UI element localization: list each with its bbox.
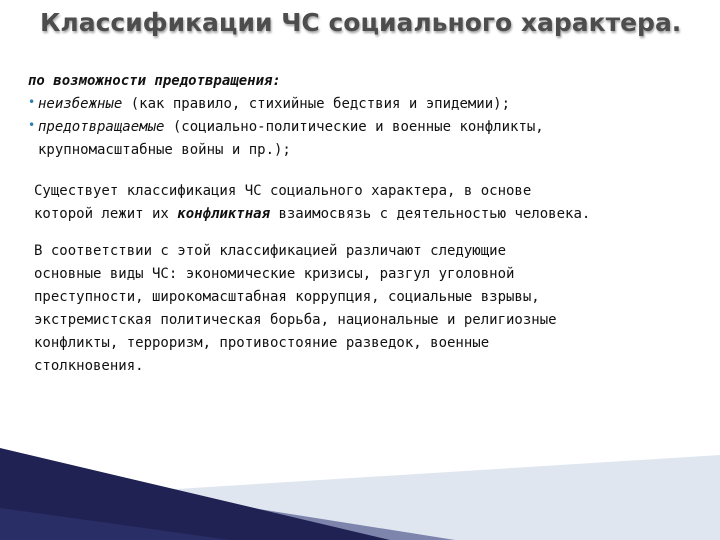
paragraph-2-line: конфликты, терроризм, противостояние разведок, военные xyxy=(34,335,490,351)
bullet-text: (социально-политические и военные конфликты, xyxy=(164,119,544,135)
paragraph-2-line: В соответствии с этой классификацией различают следующие xyxy=(34,243,507,259)
paragraph-1-line1: Существует классификация ЧС социального характера, в основе xyxy=(34,183,532,199)
paragraph-2-line: основные виды ЧС: экономические кризисы, разгул уголовной xyxy=(34,266,515,282)
list-item xyxy=(28,116,698,162)
paragraph-1-line2-end: взаимосвязь с деятельностью человека. xyxy=(270,206,591,222)
bullet-term: неизбежные xyxy=(38,96,123,112)
slide-content xyxy=(28,70,698,378)
slide-title: Классификации ЧС социального характера. xyxy=(40,8,682,37)
paragraph-2-line: преступности, широкомасштабная коррупция, социальные взрывы, xyxy=(34,289,540,305)
bullet-term: предотвращаемые xyxy=(38,119,165,135)
bullet-text: (как правило, стихийные бедствия и эпидемии); xyxy=(122,96,511,112)
paragraph-1 xyxy=(28,180,698,226)
paragraph-1-line2-start: которой лежит их xyxy=(34,206,178,222)
paragraph-2 xyxy=(28,240,698,378)
list-item xyxy=(28,93,698,116)
bullet-icon: • xyxy=(28,118,36,132)
bullet-icon: • xyxy=(28,95,36,109)
bullet-text-continuation: крупномасштабные войны и пр.); xyxy=(38,142,291,158)
paragraph-1-emphasis: конфликтная xyxy=(177,206,271,222)
section-heading: по возможности предотвращения: xyxy=(28,73,281,89)
paragraph-2-line: экстремистская политическая борьба, национальные и религиозные xyxy=(34,312,557,328)
paragraph-2-line: столкновения. xyxy=(34,358,144,374)
